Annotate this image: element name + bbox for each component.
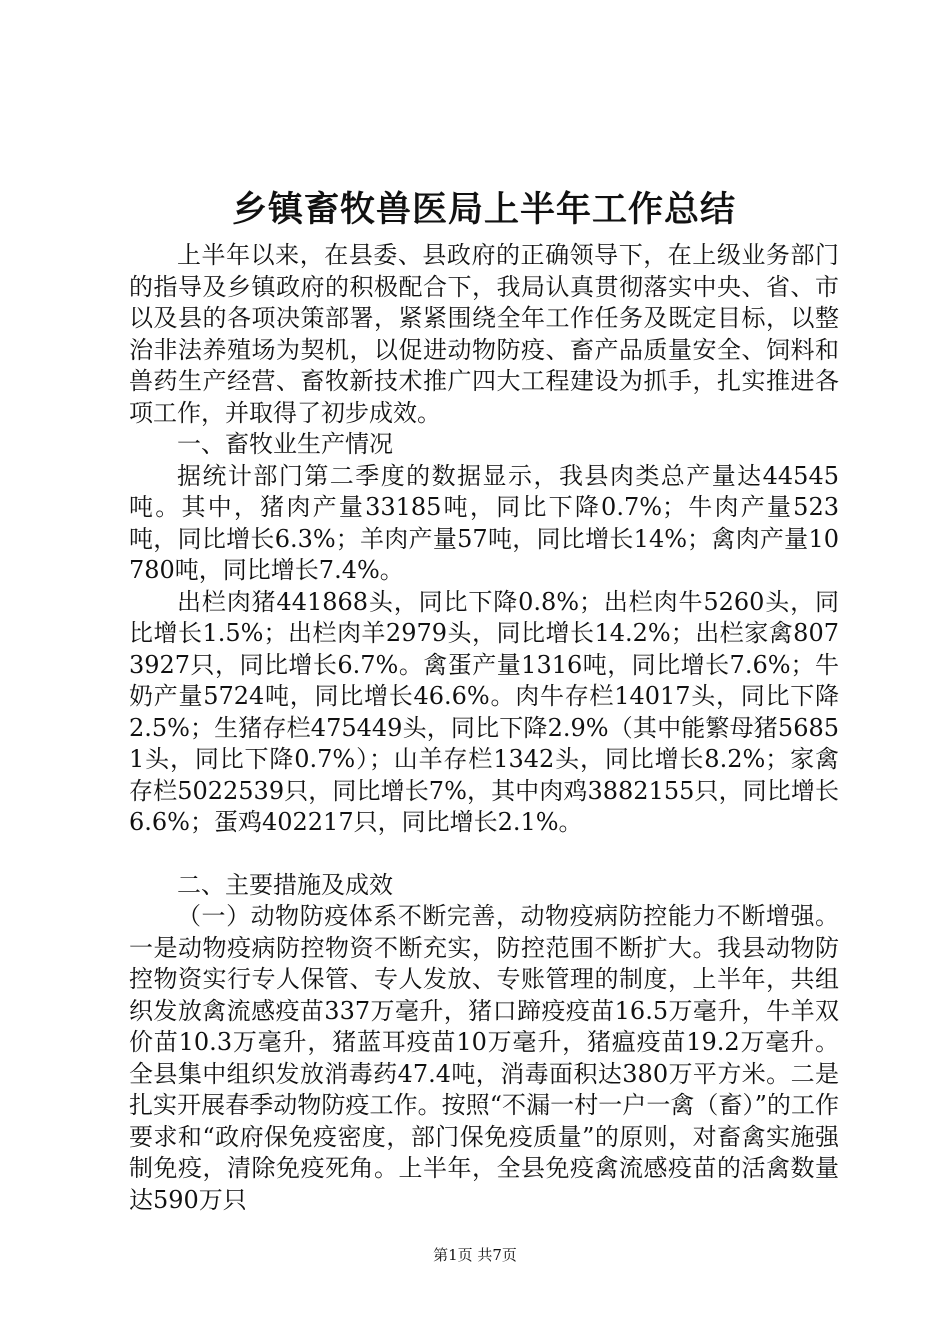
document-title: 乡镇畜牧兽医局上半年工作总结 bbox=[231, 189, 736, 230]
document-page bbox=[129, 184, 839, 1216]
paragraph-gap bbox=[129, 839, 839, 870]
section-heading-production: 一、畜牧业生产情况 bbox=[177, 430, 393, 458]
page-footer: 第1页 共7页 bbox=[433, 1246, 517, 1264]
epidemic-prevention-paragraph: （一）动物防疫体系不断完善，动物疫病防控能力不断增强。一是动物疫病防控物资不断充实，防控范围不断扩大。我县动物防控物资实行专人保管、专人发放、专账管理的制度，上半年，共组织发放禽流感疫苗337万毫升，猪口蹄疫疫苗16.5万毫升，牛羊双价苗10.3万毫升，猪蓝耳疫苗10万毫升，猪瘟疫苗19.2万毫升。全县集中组织发放消毒药47.4吨，消毒面积达380万平方米。二是扎实开展春季动物防疫工作。按照“不漏一村一户一禽（畜）”的工作要求和“政府保免疫密度，部门保免疫质量”的原则，对畜禽实施强制免疫，清除免疫死角。上半年，全县免疫禽流感疫苗的活禽数量达590万只 bbox=[129, 902, 839, 1214]
livestock-stock-paragraph: 出栏肉猪441868头，同比下降0.8%；出栏肉牛5260头，同比增长1.5%；出栏肉羊2979头，同比增长14.2%；出栏家禽8073927只，同比增长6.7%。禽蛋产量1316吨，同比增长7.6%；牛奶产量5724吨，同比增长46.6%。肉牛存栏14017头，同比下降2.5%；生猪存栏475449头，同比下降2.9%（其中能繁母猪56851头，同比下降0.7%）；山羊存栏1342头，同比增长8.2%；家禽存栏5022539只，同比增长7%，其中肉鸡3882155只，同比增长6.6%；蛋鸡402217只，同比增长2.1%。 bbox=[129, 587, 839, 836]
meat-output-paragraph: 据统计部门第二季度的数据显示，我县肉类总产量达44545吨。其中，猪肉产量33185吨，同比下降0.7%；牛肉产量523吨，同比增长6.3%；羊肉产量57吨，同比增长14%；禽肉产量10780吨，同比增长7.4%。 bbox=[129, 461, 839, 584]
section-heading-measures: 二、主要措施及成效 bbox=[177, 870, 393, 899]
intro-paragraph: 上半年以来，在县委、县政府的正确领导下，在上级业务部门的指导及乡镇政府的积极配合下，我局认真贯彻落实中央、省、市以及县的各项决策部署，紧紧围绕全年工作任务及既定目标，以整治非法养殖场为契机，以促进动物防疫、畜产品质量安全、饲料和兽药生产经营、畜牧新技术推广四大工程建设为抓手，扎实推进各项工作，并取得了初步成效。 bbox=[129, 241, 839, 427]
